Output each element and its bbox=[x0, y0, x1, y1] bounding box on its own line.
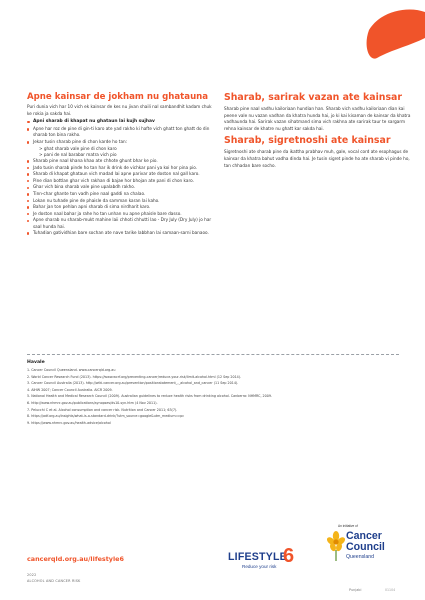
smoking-paragraph: Sigretnoshi ate sharab pine da ikattha prabhav muh, gale, vocal cord ate esophagus de kainsar da khatra bahut vadha dinda hai. Je tusin sigret pinde ho ate sharab vi pinde ho, tan chhadan bare socho. bbox=[224, 149, 410, 168]
reference-item: 6. http://www.nhmrc.gov.au/publications/synopses/ds10-syn.htm (4 Nov 2011). bbox=[27, 400, 158, 405]
list-subitem: > ghat sharab vale pine di chon karo bbox=[39, 145, 117, 151]
initiative-label: An initiative of bbox=[338, 524, 358, 528]
lifestyle-number: 6 bbox=[283, 545, 295, 567]
list-item: Sharab pine naal khana khao ate chhote ghunt bhar ke pio. bbox=[27, 158, 217, 164]
reference-item: 7. Pelucchi C et al. Alcohol consumption and cancer risk. Nutrition and Cancer 2011; 63(7). bbox=[27, 407, 178, 412]
list-item: Je doston naal bahar ja rahe ho tan unhan nu apne phaisle bare dasso. bbox=[27, 211, 217, 217]
reference-item: 5. National Health and Medical Research Council (2009). Australian guidelines to reduce health risks from drinking alcohol. Canberra: NHMRC, 2009. bbox=[27, 394, 272, 399]
list-item: Bahar jan ton pehlan apni sharab di sima nirdharit karo. bbox=[27, 204, 217, 210]
list-subitem: > pani de nal barabar matra vich pio bbox=[39, 151, 117, 157]
list-item: Ghar vich bina sharab vale pine upalabdh rakho. bbox=[27, 184, 217, 190]
cancer-wordmark: Cancer bbox=[346, 530, 382, 542]
intro-paragraph: Puri dunia vich har 10 vich ek kainsar de kes nu jivan shaili nal sambandhit kadam chuk ke rokia ja sakda hai. bbox=[27, 104, 212, 116]
reference-item: 2. World Cancer Research Fund (2013). https://www.wcrf.org/preventing-cancer/reduce-your-risk/limit-alcohol.html (12 Sep 2014). bbox=[27, 374, 242, 379]
state-wordmark: Queensland bbox=[346, 554, 374, 560]
tips-list-continued bbox=[27, 158, 217, 236]
list-item: Apne har roz de pine di gin-ti karo ate yad rakho ki hafte vich ghatt ton ghatt do din sharab ton bina rakho. bbox=[27, 126, 217, 138]
council-wordmark: Council bbox=[346, 541, 385, 553]
language-label: Punjabi bbox=[349, 588, 362, 592]
weight-heading: Sharab, sarirak vazan ate kainsar bbox=[224, 92, 402, 103]
series-title: ALCOHOL AND CANCER RISK bbox=[27, 579, 81, 583]
website-link[interactable]: cancerqld.org.au/lifestyle6 bbox=[27, 555, 124, 563]
weight-paragraph: Sharab pine naal vadhu kailoriaan hundian han. Sharab vich vadhu kailoriaan dian kai peene vale nu vazan vadhan da khatra hunda hai, jo ki kai kisaman de kainsar da khatra vadhaunda hai. Sarirak vazan sihatmand sima vich rakhna ate sarirak taur te sargarm rehna kainsar de khatre nu ghatt kar sakda hai. bbox=[224, 106, 411, 131]
publication-date: 2022 bbox=[27, 573, 37, 577]
list-item: Tuhadian gatividhian bare sochan ate nave tarike labbhan lai samaan-sarni banaoo. bbox=[27, 230, 217, 236]
reference-item: 9. https://www.nhmrc.gov.au/health-advice/alcohol bbox=[27, 420, 111, 425]
main-content bbox=[0, 92, 425, 350]
footer bbox=[0, 522, 425, 600]
smoking-heading: Sharab, sigretnoshi ate kainsar bbox=[224, 135, 391, 147]
document-code: 01104 bbox=[385, 588, 396, 592]
reference-item: 1. Cancer Council Queensland. www.cancerqld.org.au bbox=[27, 368, 116, 372]
list-item: Sharab di khapat ghataun vich madad lai apne parivar ate doston nal gall karo. bbox=[27, 171, 217, 177]
list-item: Jado tusin sharab pinde ho tan har ik drink de vichkar pani ya koi hor pina pio. bbox=[27, 165, 217, 171]
list-item: Apne sharab nu sharab-mukt mahine laii chhoti chhutti lao - Dry July (Dry July) jo har saal hunda hai. bbox=[27, 217, 217, 229]
references-title: Havale bbox=[27, 360, 45, 365]
reference-item: 3. Cancer Council Australia (2013). http://wiki.cancer.org.au/prevention/positionstatement_-_alcohol_and_cancer (11 Sep 2014). bbox=[27, 381, 239, 386]
references-section bbox=[27, 360, 399, 427]
tips-subheading: Apni sharab di khapat nu ghataun lai kujh sujhav bbox=[33, 119, 217, 126]
reference-item: 4. AIHW 2007; Cancer Council Australia. AICR 2009. bbox=[27, 387, 113, 392]
left-column bbox=[27, 92, 217, 237]
lifestyle-tagline: Reduce your risk bbox=[242, 564, 277, 569]
tips-list bbox=[27, 126, 217, 145]
list-item: Lokan nu tuhade pine de phaisle da samman karan lai kaho. bbox=[27, 198, 217, 204]
cancer-council-logo bbox=[326, 522, 406, 582]
list-item: Tinn-char ghante ton vadh pine naal gaddi na chalao. bbox=[27, 191, 217, 197]
list-item: Pine dian bottlan ghar vich rakhan di bajae hor bhojan ate pani di chon karo. bbox=[27, 178, 217, 184]
lifestyle-wordmark: LIFESTYLE bbox=[228, 551, 287, 563]
reduce-risk-heading: Apne kainsar de jokham nu ghatauna bbox=[27, 92, 209, 102]
list-item: Jekar tusin sharab pine di chon karde ho tan: bbox=[27, 139, 217, 145]
section-divider bbox=[27, 354, 399, 355]
decorative-corner-shape bbox=[305, 0, 425, 92]
reference-item: 8. https://adf.org.au/insights/what-is-a-standard-drink/?utm_source=google&utm_medium=cpc bbox=[27, 414, 185, 419]
lifestyle6-logo bbox=[228, 545, 310, 583]
right-column bbox=[224, 92, 414, 171]
daffodil-icon bbox=[326, 530, 346, 562]
references-list bbox=[27, 368, 399, 426]
